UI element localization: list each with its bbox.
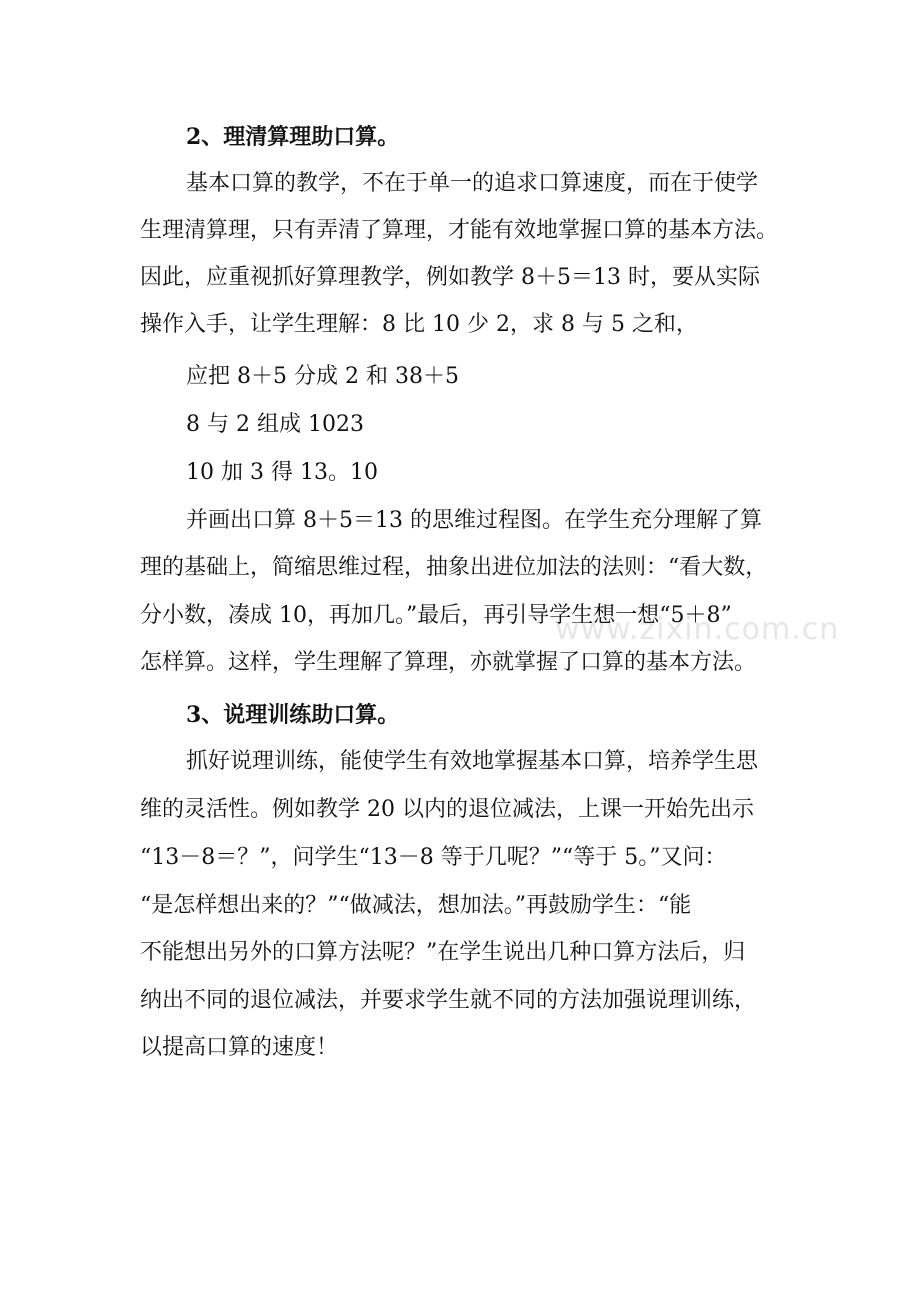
- paragraph-line: 分小数，凑成 10，再加几。”最后，再引导学生想一想“5＋8”: [140, 603, 732, 628]
- paragraph-line: “13－8＝？”，问学生“13－8 等于几呢？”“等于 5。”又问：: [140, 845, 727, 870]
- paragraph-line: 因此，应重视抓好算理教学，例如教学 8＋5＝13 时，要从实际: [140, 265, 760, 290]
- paragraph-line: 怎样算。这样，学生理解了算理，亦就掌握了口算的基本方法。: [140, 650, 757, 675]
- paragraph-line: 理的基础上，简缩思维过程，抽象出进位加法的法则：“看大数，: [140, 555, 768, 580]
- paragraph-line: 纳出不同的退位减法，并要求学生就不同的方法加强说理训练，: [140, 988, 757, 1013]
- section-heading-2: 2、理清算理助口算。: [186, 124, 400, 150]
- paragraph-line: 8 与 2 组成 1023: [186, 412, 364, 437]
- paragraph-line: 不能想出另外的口算方法呢？”在学生说出几种口算方法后，归: [140, 940, 746, 965]
- paragraph-line: 基本口算的教学，不在于单一的追求口算速度，而在于使学: [186, 171, 759, 196]
- paragraph-line: 生理清算理，只有弄清了算理，才能有效地掌握口算的基本方法。: [140, 218, 779, 243]
- paragraph-line: 操作入手，让学生理解：8 比 10 少 2，求 8 与 5 之和，: [140, 312, 698, 337]
- paragraph-line: 10 加 3 得 13。10: [186, 460, 378, 485]
- paragraph-line: 并画出口算 8＋5＝13 的思维过程图。在学生充分理解了算: [186, 508, 762, 533]
- section-heading-3: 3、说理训练助口算。: [186, 702, 400, 728]
- paragraph-line: 应把 8＋5 分成 2 和 38＋5: [186, 364, 459, 389]
- paragraph-line: 以提高口算的速度！: [140, 1035, 339, 1060]
- paragraph-line: “是怎样想出来的？”“做减法，想加法。”再鼓励学生：“能: [140, 893, 692, 918]
- paragraph-line: 维的灵活性。例如教学 20 以内的退位减法，上课一开始先出示: [140, 797, 754, 822]
- watermark: www.zixin.com.cn: [555, 612, 840, 647]
- paragraph-line: 抓好说理训练，能使学生有效地掌握基本口算，培养学生思: [186, 749, 759, 774]
